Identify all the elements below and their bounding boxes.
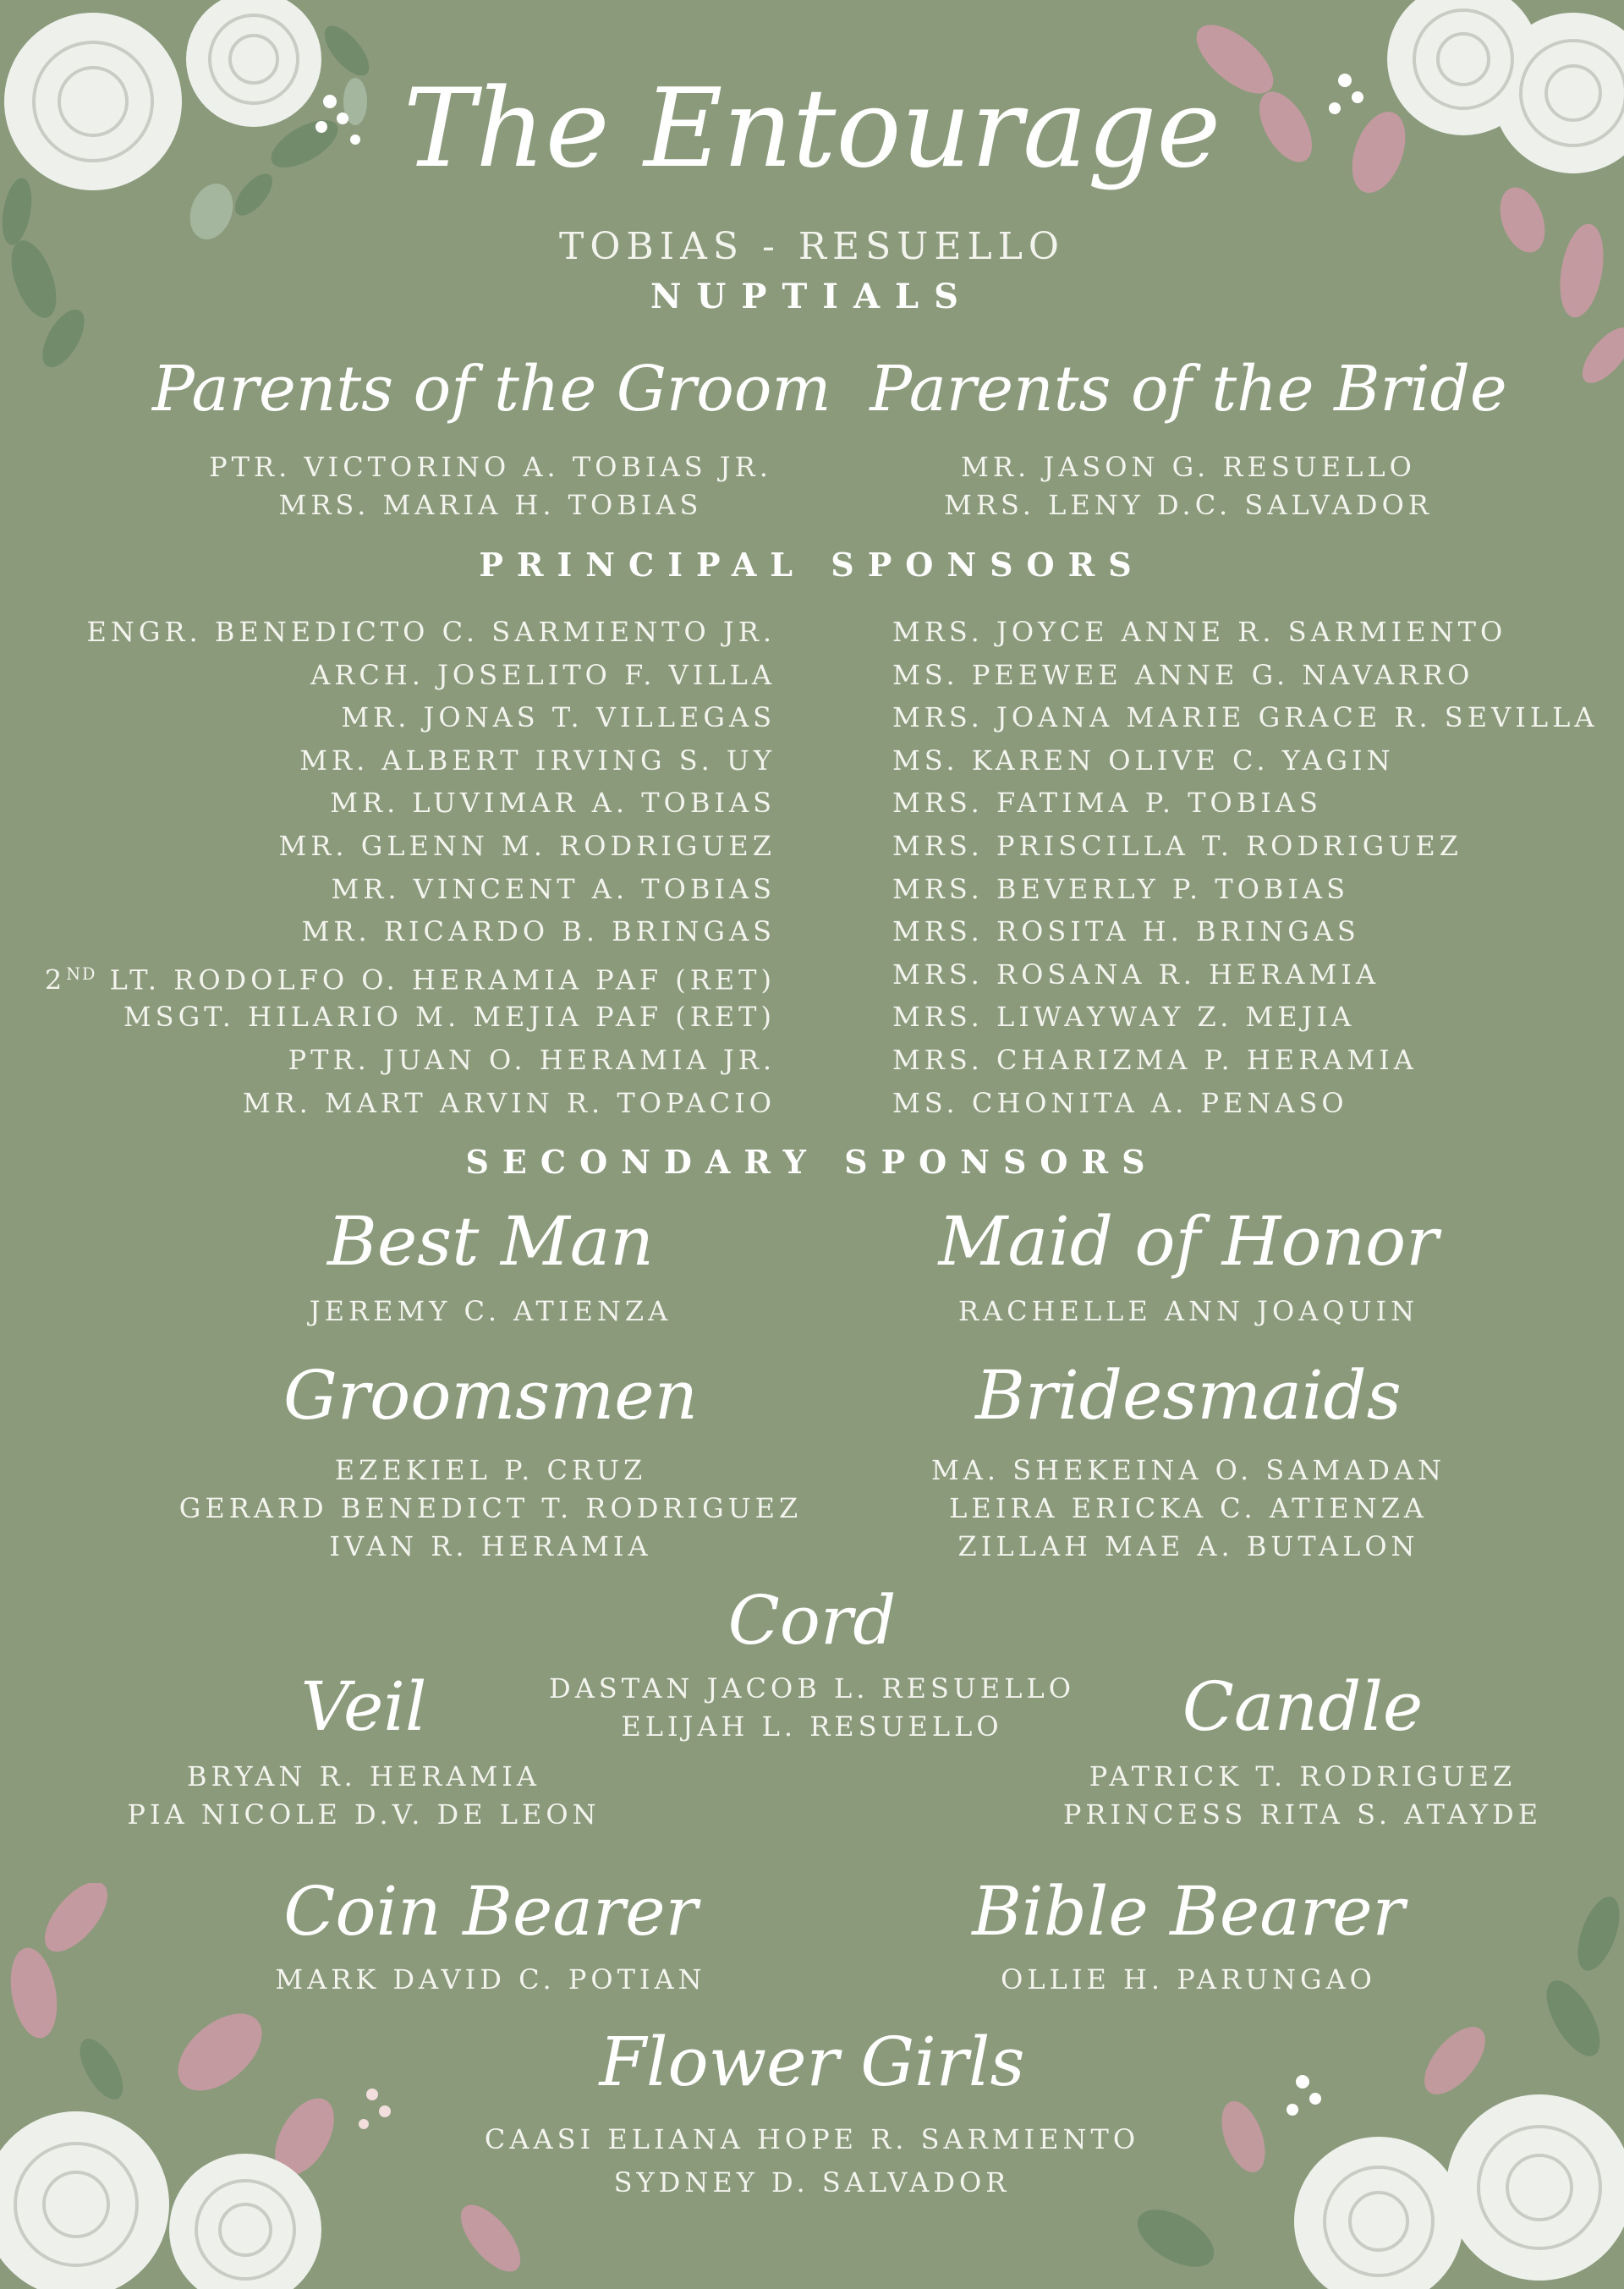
veil-list [68,1758,660,1834]
list-item: MR. VINCENT A. TOBIAS [331,872,776,905]
list-item: MR. ALBERT IRVING S. UY [299,744,776,777]
bridesmaids-list [850,1452,1527,1566]
floral-top-right-decoration [1184,0,1624,398]
list-item: MR. MART ARVIN R. TOPACIO [242,1086,776,1119]
list-item: MR. JONAS T. VILLEGAS [341,701,776,734]
list-item: MR. LUVIMAR A. TOBIAS [330,787,776,820]
parents-bride-heading: Parents of the Bride [870,353,1507,425]
list-item: JEREMY C. ATIENZA [309,1295,672,1327]
flower-girls-heading: Flower Girls [599,2023,1025,2101]
list-item: MARK DAVID C. POTIAN [275,1963,706,1995]
list-item: OLLIE H. PARUNGAO [1001,1963,1376,1995]
list-item: RACHELLE ANN JOAQUIN [957,1295,1419,1327]
list-item: EZEKIEL P. CRUZ [334,1454,647,1486]
list-item: PTR. JUAN O. HERAMIA JR. [288,1043,776,1076]
list-item: DASTAN JACOB L. RESUELLO [549,1672,1075,1704]
list-item: MRS. CHARIZMA P. HERAMIA [892,1043,1418,1076]
coin-bearer-heading: Coin Bearer [283,1872,698,1951]
list-item: MRS. LENY D.C. SALVADOR [944,489,1433,521]
list-item: IVAN R. HERAMIA [329,1530,652,1562]
secondary-sponsors-heading: SECONDARY SPONSORS [465,1143,1159,1181]
rank-ordinal: ND [66,963,97,984]
floral-top-left-decoration [0,0,389,398]
couple-names: TOBIAS - RESUELLO [559,225,1065,268]
list-item: ENGR. BENEDICTO C. SARMIENTO JR. [86,616,776,648]
parents-groom-list [152,448,829,524]
list-item: MS. KAREN OLIVE C. YAGIN [892,744,1395,777]
list-item: MS. PEEWEE ANNE G. NAVARRO [892,658,1474,691]
candle-heading: Candle [1182,1667,1424,1746]
list-item: MRS. PRISCILLA T. RODRIGUEZ [892,829,1462,862]
bridesmaids-heading: Bridesmaids [975,1356,1402,1435]
maid-of-honor-list [850,1293,1527,1331]
list-item: SYDNEY D. SALVADOR [613,2166,1011,2198]
list-item: ELIJAH L. RESUELLO [621,1710,1003,1743]
list-item: MRS. JOANA MARIE GRACE R. SEVILLA [892,701,1599,734]
page-title: The Entourage [403,66,1221,192]
list-item: MRS. JOYCE ANNE R. SARMIENTO [892,616,1507,648]
parents-groom-heading: Parents of the Groom [152,353,831,425]
list-item: ARCH. JOSELITO F. VILLA [310,658,776,691]
list-item: MR. GLENN M. RODRIGUEZ [278,829,776,862]
list-item: LEIRA ERICKA C. ATIENZA [949,1492,1428,1524]
maid-of-honor-heading: Maid of Honor [938,1202,1439,1281]
list-item: MRS. ROSANA R. HERAMIA [892,958,1380,991]
bible-bearer-heading: Bible Bearer [972,1872,1405,1951]
bible-bearer-list [850,1961,1527,1999]
flower-girls-list [389,2118,1235,2204]
candle-list [1007,1758,1599,1834]
principal-sponsors-left-list [45,611,776,1124]
list-item: CAASI ELIANA HOPE R. SARMIENTO [484,2123,1140,2155]
cord-heading: Cord [727,1581,897,1660]
rank-prefix: 2 [44,963,67,996]
coin-bearer-list [152,1961,829,1999]
list-item: MRS. MARIA H. TOBIAS [278,489,703,521]
groomsmen-list [152,1452,829,1566]
list-item: MR. RICARDO B. BRINGAS [301,915,776,948]
list-item [45,953,776,996]
list-item: MA. SHEKEINA O. SAMADAN [931,1454,1446,1486]
nuptials-subtitle: NUPTIALS [650,277,974,316]
list-item: GERARD BENEDICT T. RODRIGUEZ [178,1492,803,1524]
list-item: MRS. LIWAYWAY Z. MEJIA [892,1001,1356,1034]
sponsor-name: LT. RODOLFO O. HERAMIA PAF (RET) [109,963,776,996]
veil-heading: Veil [300,1667,427,1746]
best-man-list [152,1293,829,1331]
list-item: ZILLAH MAE A. BUTALON [957,1530,1419,1562]
groomsmen-heading: Groomsmen [283,1356,699,1435]
parents-bride-list [850,448,1527,524]
list-item: MRS. FATIMA P. TOBIAS [892,787,1322,820]
list-item: PIA NICOLE D.V. DE LEON [127,1798,601,1831]
list-item: MSGT. HILARIO M. MEJIA PAF (RET) [123,1001,776,1034]
list-item: MRS. BEVERLY P. TOBIAS [892,872,1350,905]
list-item: MS. CHONITA A. PENASO [892,1086,1348,1119]
principal-sponsors-right-list [892,611,1598,1124]
list-item: PATRICK T. RODRIGUEZ [1089,1760,1517,1792]
list-item: PTR. VICTORINO A. TOBIAS JR. [209,451,772,483]
list-item: MR. JASON G. RESUELLO [961,451,1416,483]
best-man-heading: Best Man [327,1202,654,1281]
list-item: MRS. ROSITA H. BRINGAS [892,915,1360,948]
list-item: BRYAN R. HERAMIA [187,1760,540,1792]
principal-sponsors-heading: PRINCIPAL SPONSORS [479,546,1145,584]
list-item: PRINCESS RITA S. ATAYDE [1062,1798,1543,1831]
